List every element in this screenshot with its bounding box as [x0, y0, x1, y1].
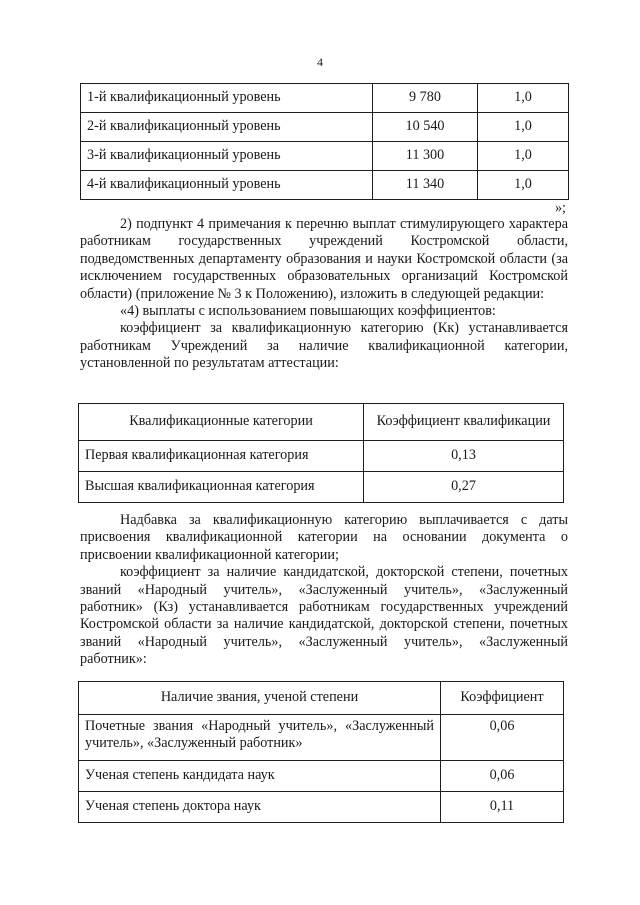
table-row [81, 142, 569, 171]
table-row [79, 761, 564, 792]
table-header-row [79, 404, 564, 441]
coefficient-cell: 1,0 [478, 84, 569, 113]
paragraph-category-coefficient: коэффициент за квалификационную категорию (Кк) устанавливается работникам Учреждений за наличие квалификационной категории, установленной по результатам аттестации: [80, 320, 568, 372]
table-row [79, 441, 564, 472]
titles-degrees-table [78, 681, 564, 823]
salary-cell: 9 780 [373, 84, 478, 113]
coefficient-cell: 0,13 [364, 441, 564, 472]
title-name-cell: Почетные звания «Народный учитель», «Заслуженный учитель», «Заслуженный работник» [79, 715, 441, 761]
level-name-cell: 3-й квалификационный уровень [81, 142, 373, 171]
table-row [79, 792, 564, 823]
coefficient-cell: 0,06 [441, 761, 564, 792]
coefficient-cell: 1,0 [478, 142, 569, 171]
level-name-cell: 1-й квалификационный уровень [81, 84, 373, 113]
coefficient-cell: 1,0 [478, 171, 569, 200]
column-header: Квалификационные категории [79, 404, 364, 441]
salary-cell: 10 540 [373, 113, 478, 142]
table-row [81, 84, 569, 113]
coefficient-cell: 0,06 [441, 715, 564, 761]
qualification-levels-table [80, 83, 569, 200]
category-name-cell: Высшая квалификационная категория [79, 472, 364, 503]
amendment-text [80, 216, 568, 373]
coefficient-cell: 0,11 [441, 792, 564, 823]
paragraph-allowance: Надбавка за квалификационную категорию выплачивается с даты присвоения квалификационной категории на основании документа о присвоении квалификационной категории; [80, 512, 568, 563]
allowance-text [80, 512, 568, 669]
level-name-cell: 4-й квалификационный уровень [81, 171, 373, 200]
title-name-cell: Ученая степень кандидата наук [79, 761, 441, 792]
closing-quote: »; [554, 200, 566, 216]
column-header: Коэффициент [441, 682, 564, 715]
table-row [79, 715, 564, 761]
category-name-cell: Первая квалификационная категория [79, 441, 364, 472]
salary-cell: 11 340 [373, 171, 478, 200]
qualification-category-table [78, 403, 564, 503]
coefficient-cell: 1,0 [478, 113, 569, 142]
table-header-row [79, 682, 564, 715]
page-number: 4 [317, 55, 323, 69]
table-row [79, 472, 564, 503]
table-row [81, 171, 569, 200]
salary-cell: 11 300 [373, 142, 478, 171]
paragraph-subpoint-4: 2) подпункт 4 примечания к перечню выплат стимулирующего характера работникам государственных учреждений Костромской области, подведомственных департаменту образования и науки Костромской области (за исключением государственных образовательных организаций Костромской области) (приложение № 3 к Положению), изложить в следующей редакции: [80, 216, 568, 302]
column-header: Коэффициент квалификации [364, 404, 564, 441]
level-name-cell: 2-й квалификационный уровень [81, 113, 373, 142]
paragraph-degree-coefficient: коэффициент за наличие кандидатской, докторской степени, почетных званий «Народный учитель», «Заслуженный учитель», «Заслуженный работник» (Кз) устанавливается работникам государственных учреждений Костромской области за наличие кандидатской, докторской степени, почетных званий «Народный учитель», «Заслуженный учитель», «Заслуженный работник»: [80, 564, 568, 668]
title-name-cell: Ученая степень доктора наук [79, 792, 441, 823]
coefficient-cell: 0,27 [364, 472, 564, 503]
paragraph-payments-heading: «4) выплаты с использованием повышающих коэффициентов: [120, 303, 496, 320]
column-header: Наличие звания, ученой степени [79, 682, 441, 715]
table-row [81, 113, 569, 142]
